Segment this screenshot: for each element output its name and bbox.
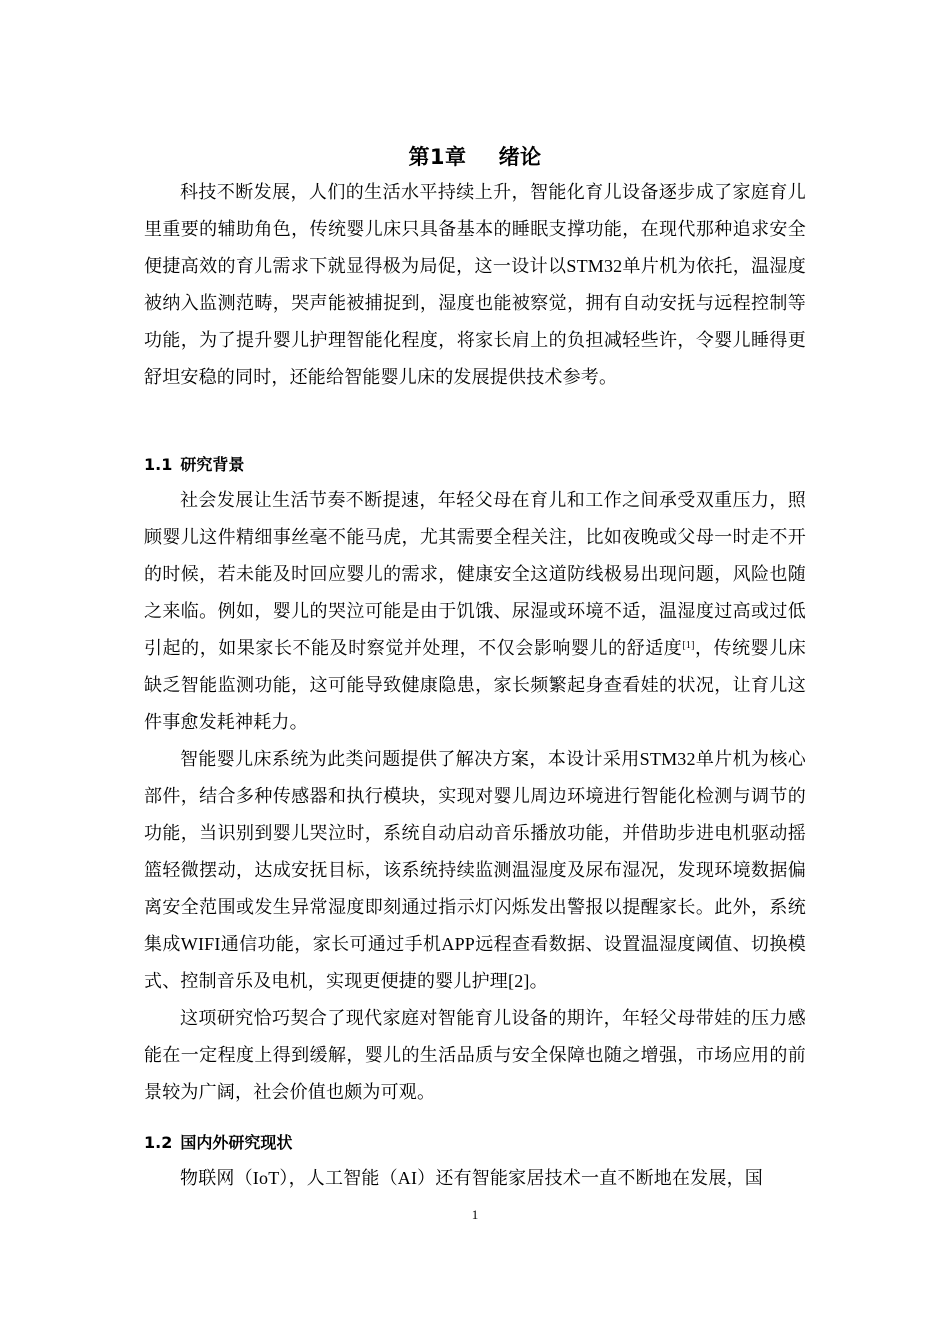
section-number: 1.2 bbox=[144, 1133, 173, 1152]
section-heading-1-2 bbox=[144, 1130, 292, 1156]
background-paragraph-3: 这项研究恰巧契合了现代家庭对智能育儿设备的期许，年轻父母带娃的压力感能在一定程度上得到缓解，婴儿的生活品质与安全保障也随之增强，市场应用的前景较为广阔，社会价值也颇为可观。 bbox=[144, 1008, 806, 1102]
chapter-number: 第1章 bbox=[408, 145, 467, 170]
paragraph-text: ，传统婴儿床缺乏智能监测功能，这可能导致健康隐患，家长频繁起身查看娃的状况，让育儿这件事愈发耗神耗力。 bbox=[144, 638, 807, 732]
section-number: 1.1 bbox=[144, 455, 173, 474]
research-status-paragraph: 物联网（IoT），人工智能（AI）还有智能家居技术一直不断地在发展，国 bbox=[180, 1168, 763, 1188]
section-title: 研究背景 bbox=[180, 455, 245, 474]
page-number: 1 bbox=[471, 1207, 479, 1222]
section-heading-1-1 bbox=[144, 452, 244, 478]
paragraph-text: 社会发展让生活节奏不断提速，年轻父母在育儿和工作之间承受双重压力，照顾婴儿这件精细事丝毫不能马虎，尤其需要全程关注，比如夜晚或父母一时走不开的时候，若未能及时回应婴儿的需求，健康安全这道防线极易出现问题，风险也随之来临。例如，婴儿的哭泣可能是由于饥饿、尿湿或环境不适，温湿度过高或过低引起的，如果家长不能及时察觉并处理，不仅会影响婴儿的舒适度 bbox=[144, 490, 806, 658]
citation-ref: [1] bbox=[682, 640, 695, 651]
background-paragraph-2: 智能婴儿床系统为此类问题提供了解决方案，本设计采用STM32单片机为核心部件，结合多种传感器和执行模块，实现对婴儿周边环境进行智能化检测与调节的功能，当识别到婴儿哭泣时，系统自动启动音乐播放功能，并借助步进电机驱动摇篮轻微摆动，达成安抚目标，该系统持续监测温湿度及尿布湿况，发现环境数据偏离安全范围或发生异常湿度即刻通过指示灯闪烁发出警报以提醒家长。此外，系统集成WIFI通信功能，家长可通过手机APP远程查看数据、设置温湿度阈值、切换模式、控制音乐及电机，实现更便捷的婴儿护理[2]。 bbox=[144, 749, 806, 991]
chapter-name: 绪论 bbox=[498, 145, 542, 170]
intro-paragraph: 科技不断发展，人们的生活水平持续上升，智能化育儿设备逐步成了家庭育儿里重要的辅助角色，传统婴儿床只具备基本的睡眠支撑功能，在现代那种追求安全便捷高效的育儿需求下就显得极为局促，这一设计以STM32单片机为依托，温湿度被纳入监测范畴，哭声能被捕捉到，湿度也能被察觉，拥有自动安抚与远程控制等功能，为了提升婴儿护理智能化程度，将家长肩上的负担减轻些许，令婴儿睡得更舒坦安稳的同时，还能给智能婴儿床的发展提供技术参考。 bbox=[144, 182, 806, 387]
chapter-title bbox=[0, 142, 950, 172]
background-paragraph-1 bbox=[144, 482, 806, 741]
section-title: 国内外研究现状 bbox=[180, 1133, 293, 1152]
